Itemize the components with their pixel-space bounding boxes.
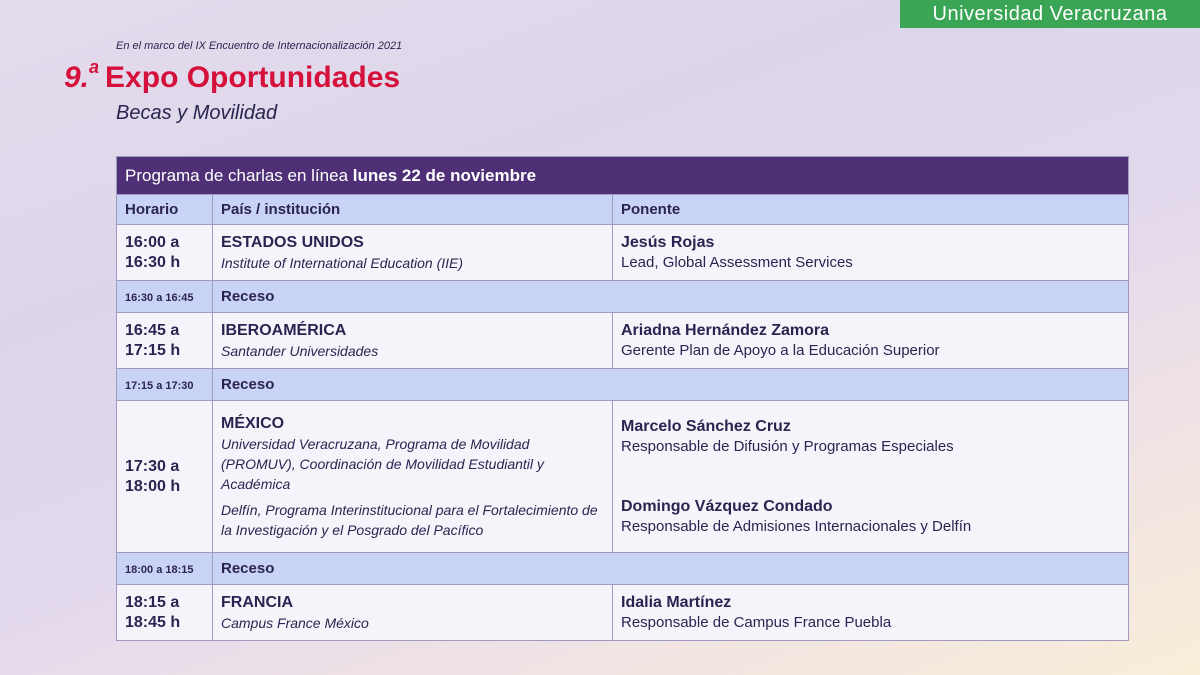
time-start: 17:30 a [125,457,180,475]
time-start: 18:15 a [125,593,180,611]
column-header-time: Horario [117,195,213,225]
speaker-cell [613,401,1129,553]
break-time-cell [117,553,213,585]
break-label-cell [213,553,1129,585]
country-cell [213,401,613,553]
speaker-cell [613,225,1129,281]
speaker-role: Responsable de Difusión y Programas Especiales [621,437,954,455]
speaker-name: Domingo Vázquez Condado [621,497,833,515]
time-start: 16:00 a [125,233,180,251]
time-cell [117,225,213,281]
schedule-banner [117,157,1129,195]
event-subtitle: Becas y Movilidad [116,102,278,124]
speaker-role: Responsable de Admisiones Internacionales y Delfín [621,517,972,535]
break-label: Receso [221,288,275,305]
speaker [621,497,1120,537]
column-header-speaker: Ponente [613,195,1129,225]
time-end: 17:15 h [125,341,181,359]
break-time: 16:30 a 16:45 [125,292,194,304]
banner-date: lunes 22 de noviembre [352,165,537,185]
banner-prefix: Programa de charlas en línea [125,165,349,185]
speaker-cell [613,313,1129,369]
break-time-cell [117,281,213,313]
edition-number: 9.$^a$ [64,57,100,94]
speaker [621,593,1120,633]
institution-name: Campus France México [221,614,369,631]
time-end: 18:00 h [125,477,181,495]
speaker-name: Idalia Martínez [621,593,732,611]
talks-schedule-table [116,156,1129,641]
time-end: 18:45 h [125,613,181,631]
time-cell [117,585,213,641]
speaker [621,417,1120,457]
speaker-role: Responsable de Campus France Puebla [621,613,892,631]
table-row [117,401,1129,553]
country-cell [213,225,613,281]
speaker-name: Marcelo Sánchez Cruz [621,417,791,435]
break-row [117,369,1129,401]
speaker-cell [613,585,1129,641]
table-header-row [117,195,1129,225]
country-name: IBEROAMÉRICA [221,321,347,339]
event-tagline: En el marco del IX Encuentro de Internacionalización 2021 [116,40,403,52]
institution-name: Delfín, Programa Interinstitucional para el Fortalecimiento de la Investigación y el Posgrado del Pacífico [221,501,598,538]
event-title [64,57,401,96]
break-label: Receso [221,376,275,393]
speaker-name: Ariadna Hernández Zamora [621,321,830,339]
table-row [117,585,1129,641]
speaker [621,321,1120,361]
break-row [117,281,1129,313]
speaker [621,233,1120,273]
expo-title: Expo Oportunidades [105,61,401,94]
time-cell [117,313,213,369]
institution-name: Institute of International Education (IIE) [221,254,464,271]
speaker-role: Lead, Global Assessment Services [621,253,853,271]
break-time: 18:00 a 18:15 [125,564,194,576]
speaker-role: Gerente Plan de Apoyo a la Educación Superior [621,341,940,359]
country-cell [213,313,613,369]
institution-name: Santander Universidades [221,342,379,359]
country-name: ESTADOS UNIDOS [221,233,364,251]
time-start: 16:45 a [125,321,180,339]
country-cell [213,585,613,641]
country-name: MÉXICO [221,414,285,432]
table-row [117,225,1129,281]
break-time: 17:15 a 17:30 [125,380,194,392]
table-row [117,313,1129,369]
break-row [117,553,1129,585]
break-time-cell [117,369,213,401]
break-label: Receso [221,560,275,577]
column-header-country: País / institución [213,195,613,225]
time-cell [117,401,213,553]
time-end: 16:30 h [125,253,181,271]
country-name: FRANCIA [221,593,293,611]
speaker-name: Jesús Rojas [621,233,715,251]
break-label-cell [213,369,1129,401]
university-brand-label: Universidad Veracruzana [900,0,1200,28]
break-label-cell [213,281,1129,313]
institution-name: Universidad Veracruzana, Programa de Movilidad (PROMUV), Coordinación de Movilidad Estudiantil y Académica [221,435,544,492]
